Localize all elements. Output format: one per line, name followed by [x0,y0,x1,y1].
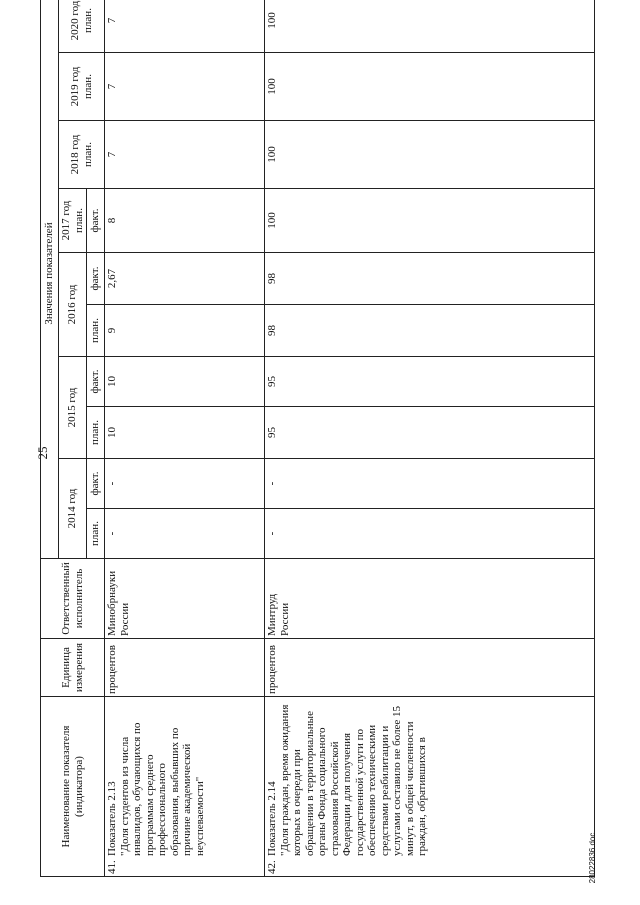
header-year-2017: 2017 год план. [59,189,87,253]
value-cell: 2,67 [105,253,265,305]
header-fact-2017: факт. [87,189,105,253]
header-fact-2015: факт. [87,357,105,407]
header-plan-2015: план. [87,407,105,459]
value-cell: 98 [265,305,595,357]
value-cell: 95 [265,357,595,407]
value-cell: 9 [105,305,265,357]
table-row [265,0,595,877]
indicator-name-cell [265,697,595,877]
header-year-2018: 2018 год план. [59,121,105,189]
header-name: Наименование показателя (индикатора) [41,697,105,877]
value-cell: 7 [105,121,265,189]
header-executor: Ответственный исполнитель [41,559,105,639]
header-fact-2014: факт. [87,459,105,509]
header-values-group: Значения показателей [41,0,59,559]
value-cell: 100 [265,0,595,53]
header-plan-2016: план. [87,305,105,357]
indicator-code: Показатель 2.14 [266,781,278,856]
header-fact-2016: факт. [87,253,105,305]
table-row [105,0,265,877]
value-cell: 10 [105,407,265,459]
value-cell: 7 [105,0,265,53]
indicator-description: "Доля студентов из числа инвалидов, обучающихся по программам среднего профессионального образования, выбывших по причине академической неуспеваемости" [118,722,206,856]
value-cell: 95 [265,407,595,459]
executor-cell: Минобрнауки России [105,559,265,639]
header-year-2016: 2016 год [59,253,87,357]
rotated-page-content [40,0,600,877]
value-cell: 100 [265,53,595,121]
value-cell: 100 [265,189,595,253]
unit-cell: процентов [105,639,265,697]
indicator-code: Показатель 2.13 [106,781,118,856]
header-year-2019: 2019 год план. [59,53,105,121]
header-year-2015: 2015 год [59,357,87,459]
value-cell: 10 [105,357,265,407]
row-number: 41. [106,860,118,874]
value-cell: - [265,509,595,559]
value-cell: 8 [105,189,265,253]
row-number: 42. [266,860,278,874]
unit-cell: процентов [265,639,595,697]
indicator-description: "Доля граждан, время ожидания которых в очереди при обращении в территориальные органы Фонда социального страхования Российской Федерации для получения государственной услуги по обеспечению техническими средствами реабилитации и услугами составило не более 15 минут, в общей численности граждан, обратившихся в [278,704,428,856]
indicator-name-cell [105,697,265,877]
header-unit: Единица измерения [41,639,105,697]
value-cell: 7 [105,53,265,121]
header-year-2020: 2020 год план. [59,0,105,53]
header-plan-2014: план. [87,509,105,559]
value-cell: - [265,459,595,509]
executor-cell: Минтруд России [265,559,595,639]
value-cell: - [105,459,265,509]
value-cell: 100 [265,121,595,189]
value-cell: 98 [265,253,595,305]
indicators-table [40,0,595,877]
page-number: 25 [35,446,50,460]
header-year-2014: 2014 год [59,459,87,559]
document-file-code: 28022836.doc [588,832,597,884]
value-cell: - [105,509,265,559]
